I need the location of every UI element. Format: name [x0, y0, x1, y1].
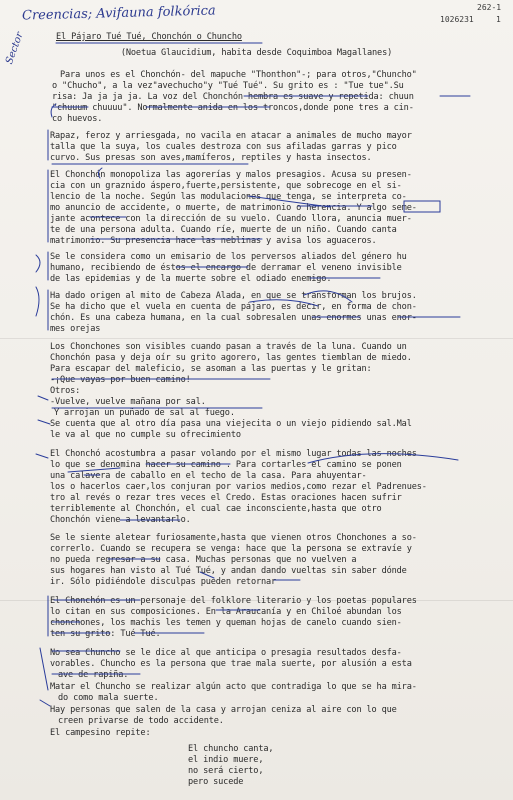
- catalog-id-number: 1026231: [440, 15, 474, 24]
- text-line: Para escapar del maleficio, se asoman a las puertas y le gritan:: [50, 364, 372, 374]
- text-line: sus hogares han visto al Tué Tué, y andan dando vueltas sin saber dónde: [50, 566, 407, 576]
- text-line: El Chonchón es un personaje del folklore literario y los poetas populares: [50, 596, 417, 606]
- text-line: co huevos.: [52, 114, 103, 124]
- handwritten-margin-note: Sector: [4, 30, 26, 66]
- text-line: Ha dado origen al mito de Cabeza Alada, en que se transforman los brujos.: [50, 291, 417, 301]
- text-line: mo anuncio de accidente, o muerte, de matrimonio o herencia. Y algo seme-: [50, 203, 417, 213]
- catalog-top-number: 262-1: [477, 3, 502, 12]
- text-line: Los Chonchones son visibles cuando pasan a través de la luna. Cuando un: [50, 342, 407, 352]
- text-line: o "Chucho", a la vez"avechucho"y "Tué Tué". Su grito es : "Tue tue".Su: [52, 81, 404, 91]
- text-line: Matar el Chuncho se realizar algún acto que contradiga lo que se ha mira-: [50, 682, 417, 692]
- text-line: Se le considera como un emisario de los perversos aliados del género hu: [50, 252, 407, 262]
- pen-mark: [36, 454, 48, 458]
- text-line: chón. Es una cabeza humana, en la cual sobresalen unas enormes unas enor-: [50, 313, 417, 323]
- text-line: risa: Ja ja ja ja. La voz del Chonchón hembra es suave y repetida: chuun: [52, 92, 414, 102]
- text-line: le va al que no cumple su ofrecimiento: [50, 430, 241, 440]
- verse-line: el indio muere,: [188, 755, 264, 765]
- text-line: ir. Sólo pidiéndole disculpas pueden retornar: [50, 577, 277, 587]
- text-line: Se cuenta que al otro día pasa una viejecita o un viejo pidiendo sal.Mal: [50, 419, 412, 429]
- text-line: terriblemente al Chonchón, el cual cae inconsciente,hasta que otro: [50, 504, 382, 514]
- text-line: una calavera de caballo en el techo de la casa. Para ahuyentar-: [50, 471, 367, 481]
- text-line: matrimonio. Su presencia hace las neblinas y avisa los aguaceros.: [50, 236, 377, 246]
- text-line: lo citan en sus composiciones. En la Araucanía y en Chiloé abundan los: [50, 607, 402, 617]
- text-line: El Chonchó acostumbra a pasar volando por el mismo lugar todas las noches: [50, 449, 417, 459]
- text-line: lencio de la noche. Según las modulaciones que tenga, se interpreta co-: [50, 192, 407, 202]
- handwritten-header: Creencias; Avifauna folkórica: [21, 3, 216, 24]
- verse-line: pero sucede: [188, 777, 244, 787]
- text-line: creen privarse de todo accidente.: [58, 716, 224, 726]
- verse-line: no será cierto,: [188, 766, 264, 776]
- text-line: de las epidemias y de la muerte sobre el odiado enemigo.: [50, 274, 332, 284]
- text-line: No sea Chuncho se le dice al que anticipa o presagia resultados desfa-: [50, 648, 402, 658]
- text-line: ten su grito: Tué Tué.: [50, 629, 161, 639]
- text-line: chonchones, los machis les temen y queman hojas de canelo cuando sien-: [50, 618, 402, 628]
- text-line: Chonchón viene a levantarlo.: [50, 515, 191, 525]
- text-line: humano, recibiendo de éstos el encargo de derramar el veneno invisible: [50, 263, 402, 273]
- text-line: jante acontece con la dirección de su vuelo. Cuando llora, anuncia muer-: [50, 214, 412, 224]
- pen-mark: [36, 255, 40, 272]
- page-fold: [0, 338, 513, 339]
- text-line: talla que la suya, los cuales destroza con sus afiladas garras y pico: [50, 142, 397, 152]
- pen-mark: [40, 700, 50, 706]
- text-line: -Vuelve, vuelve mañana por sal.: [50, 397, 206, 407]
- text-line: -¡Que vayas por buen camino!: [50, 375, 191, 385]
- text-line: Rapaz, feroz y arriesgada, no vacila en atacar a animales de mucho mayor: [50, 131, 412, 141]
- pen-mark: [38, 420, 50, 424]
- document-subtitle: (Noetua Glaucidium, habita desde Coquimboa Magallanes): [120, 48, 393, 58]
- text-line: El Chonchón monopoliza las agorerías y malos presagios. Acusa su presen-: [50, 170, 412, 180]
- text-line: Otros:: [50, 386, 81, 396]
- text-line: cia con un graznido áspero,fuerte,persistente, que sobrecoge en el si-: [50, 181, 402, 191]
- text-line: Chonchón pasa y deja oír su grito agorero, las gentes tiemblan de miedo.: [50, 353, 412, 363]
- text-line: te de una persona adulta. Cuando ríe, muerte de un niño. Cuando canta: [50, 225, 397, 235]
- text-line: do como mala suerte.: [58, 693, 159, 703]
- text-line: mes orejas: [50, 324, 101, 334]
- text-line: no pueda regresar a su casa. Muchas personas que no vuelven a: [50, 555, 357, 565]
- text-line: vorables. Chuncho es la persona que trae mala suerte, por alusión a esta: [50, 659, 412, 669]
- text-line: lo que se denomina hacer su camino . Para cortarles el camino se ponen: [50, 460, 402, 470]
- pen-mark: [38, 396, 48, 400]
- text-line: los o hacerlos caer,los conjuran por varios medios,como rezar el Padrenues-: [50, 482, 427, 492]
- text-line: curvo. Sus presas son aves,mamíferos, reptiles y hasta insectos.: [50, 153, 372, 163]
- text-line: correrlo. Cuando se recupera se venga: hace que la persona se extravíe y: [50, 544, 412, 554]
- document-title: El Pájaro Tué Tué, Chonchón o Chuncho: [56, 32, 242, 42]
- text-line: El campesino repite:: [50, 728, 151, 738]
- catalog-page-number: 1: [496, 15, 501, 24]
- verse-line: El chuncho canta,: [188, 744, 274, 754]
- text-line: Se ha dicho que el vuela en cuenta de pájaro, es decir, en forma de chon-: [50, 302, 417, 312]
- text-line: Hay personas que salen de la casa y arrojan ceniza al aire con lo que: [50, 705, 397, 715]
- text-line: Y arrojan un puñado de sal al fuego.: [54, 408, 235, 418]
- text-line: ave de rapiña.: [58, 670, 129, 680]
- text-line: "chuuum chuuuu". Normalmente anida en los troncos,donde pone tres a cin-: [52, 103, 414, 113]
- text-line: tro al revés o rezar tres veces el Credo. Estas oraciones hacen sufrir: [50, 493, 402, 503]
- text-line: Para unos es el Chonchón- del mapuche "Thonthon"-; para otros,"Chuncho": [60, 70, 417, 80]
- pen-mark: [36, 287, 39, 316]
- pen-bracket: [40, 648, 48, 690]
- text-line: Se le siente aletear furiosamente,hasta que vienen otros Chonchones a so-: [50, 533, 417, 543]
